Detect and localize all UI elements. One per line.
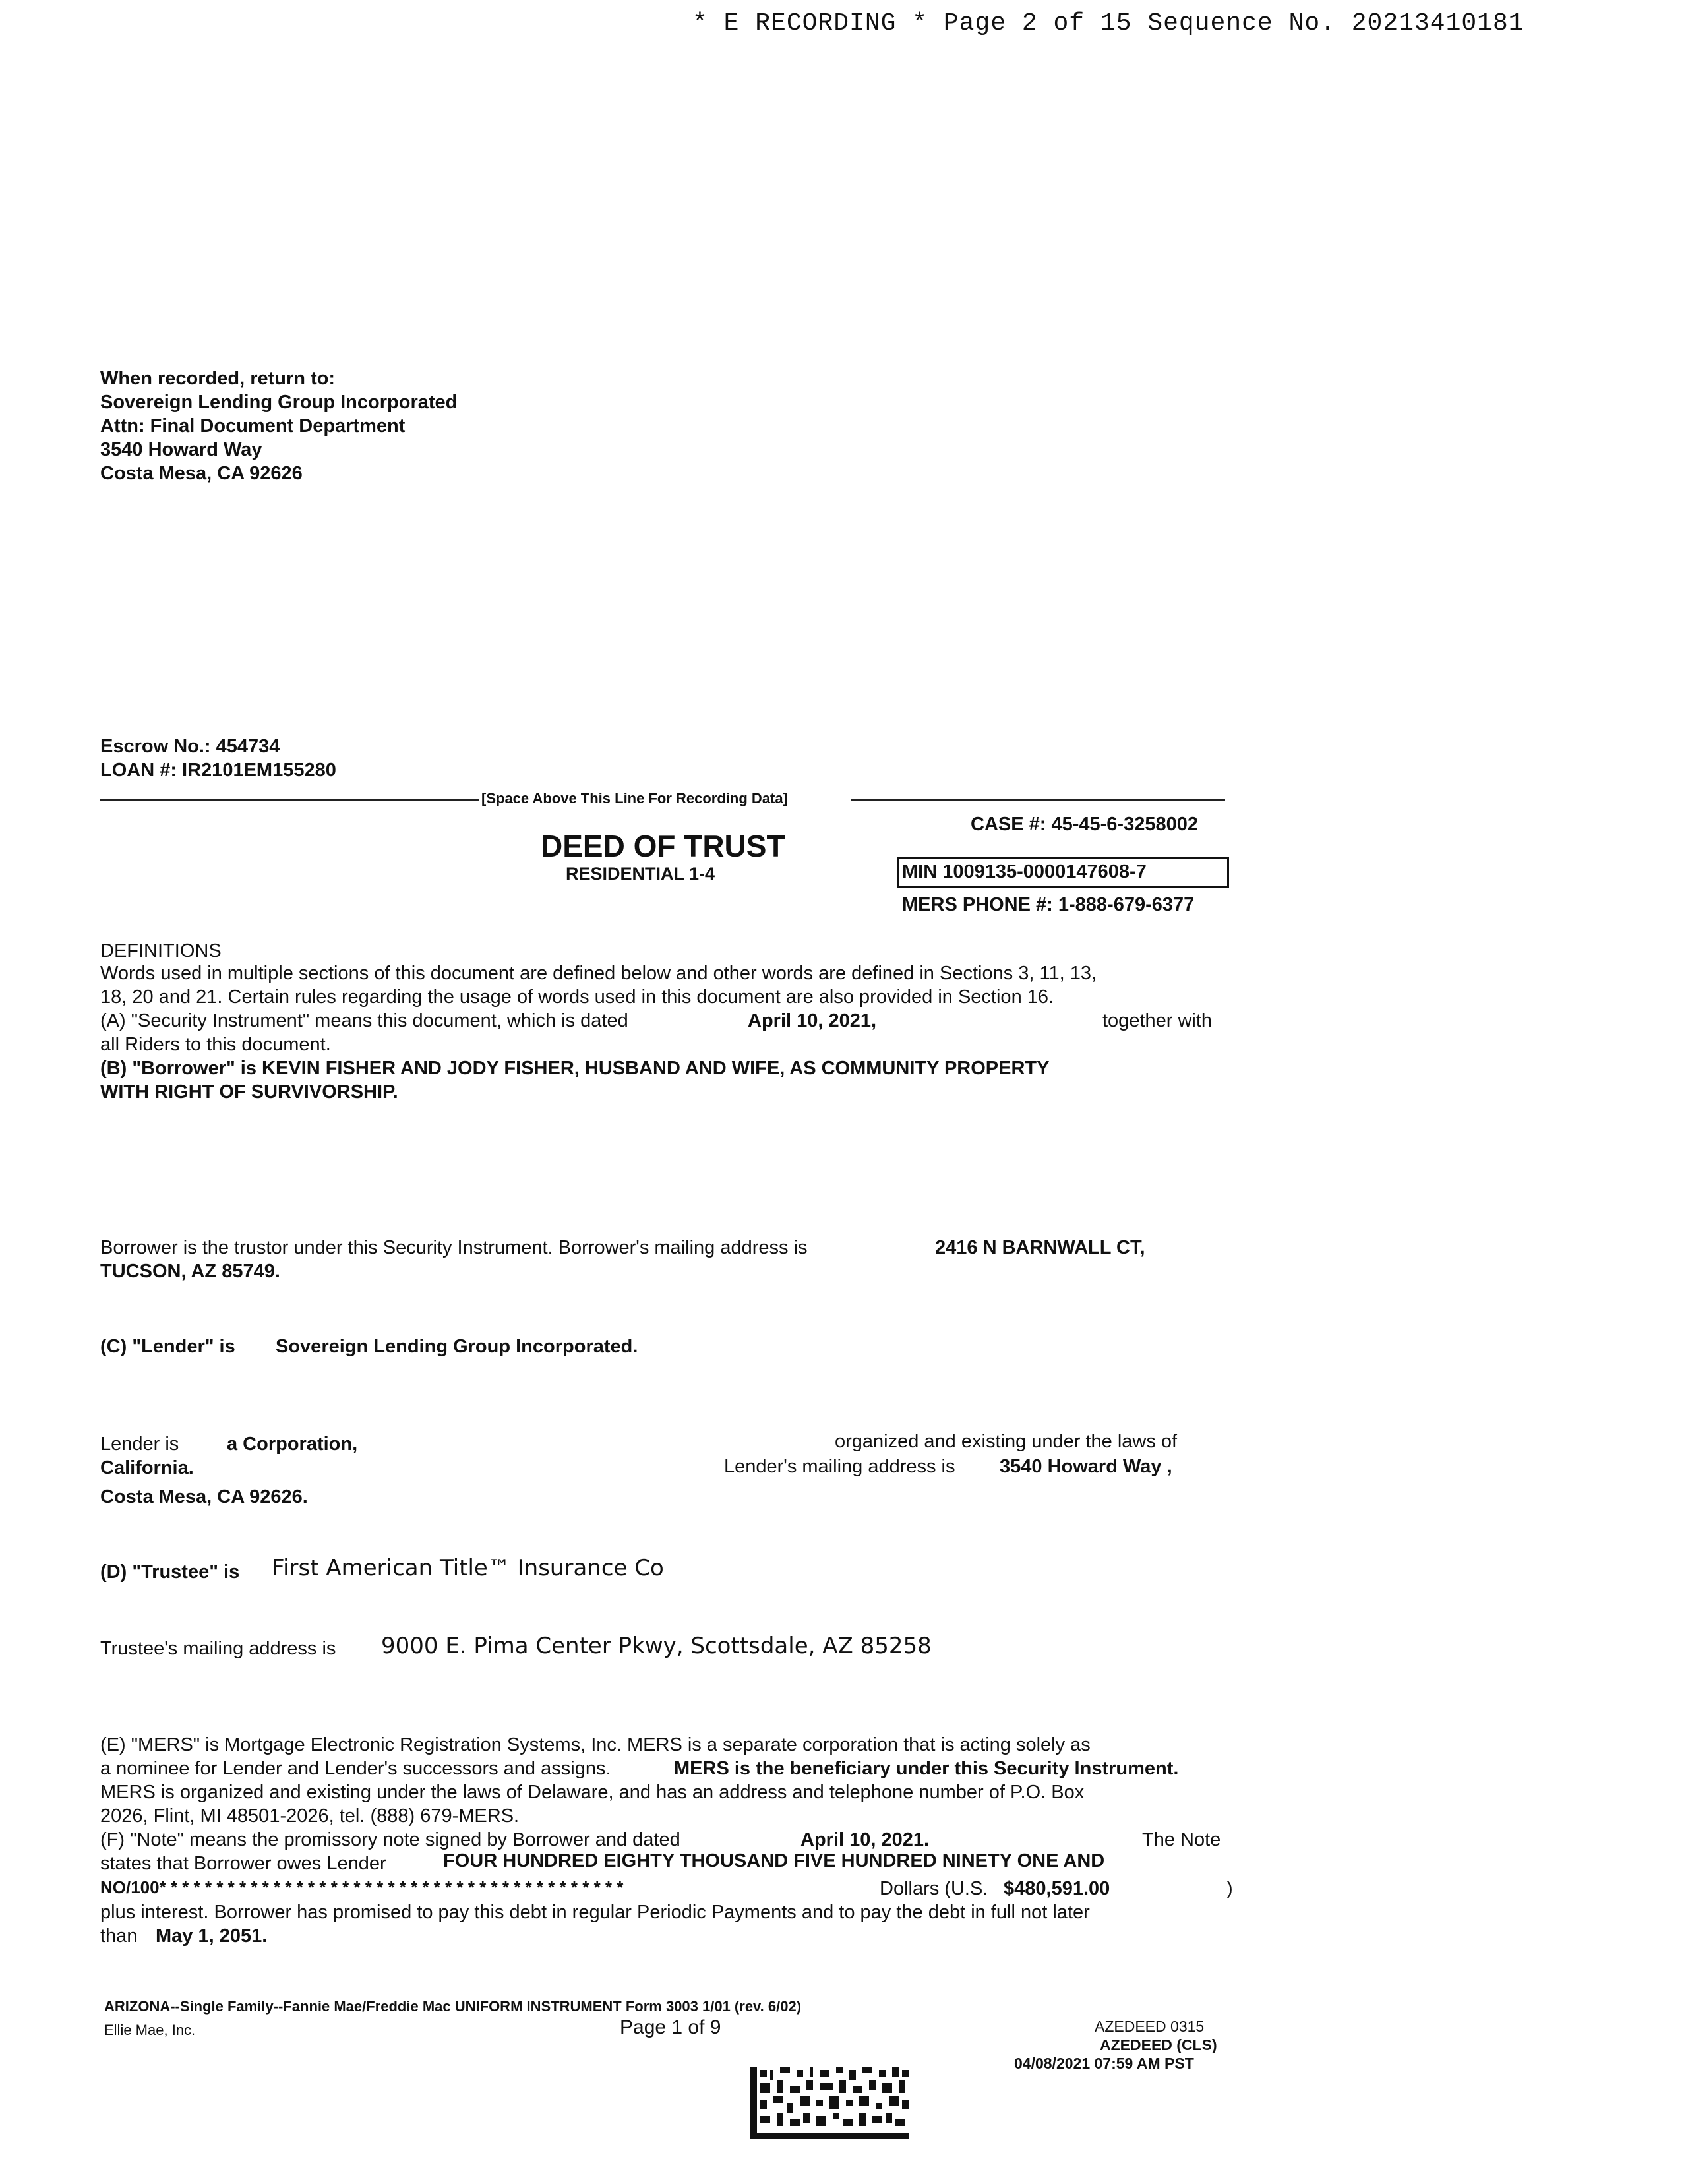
footer-code-2: AZEDEED (CLS): [1100, 2036, 1217, 2053]
def-e-line-2a: a nominee for Lender and Lender's successors and assigns.: [100, 1758, 611, 1779]
def-e-line-3: MERS is organized and existing under the laws of Delaware, and has an address and telephone number of P.O. Box: [100, 1782, 1085, 1803]
return-to-line: Costa Mesa, CA 92626: [100, 463, 303, 484]
def-f-paren: ): [1226, 1878, 1233, 1899]
loan-number: LOAN #: IR2101EM155280: [100, 760, 336, 781]
borrower-address-street: 2416 N BARNWALL CT,: [935, 1237, 1145, 1258]
case-number: CASE #: 45-45-6-3258002: [971, 814, 1198, 835]
lender-city: Costa Mesa, CA 92626.: [100, 1486, 308, 1507]
trustee-address-label: Trustee's mailing address is: [100, 1638, 336, 1659]
def-e-line-4: 2026, Flint, MI 48501-2026, tel. (888) 679-MERS.: [100, 1805, 520, 1827]
document-title: DEED OF TRUST: [541, 829, 785, 863]
return-to-line: When recorded, return to:: [100, 368, 336, 389]
document-subtitle: RESIDENTIAL 1-4: [566, 864, 715, 884]
def-d-label: (D) "Trustee" is: [100, 1562, 240, 1583]
definitions-intro-1: Words used in multiple sections of this document are defined below and other words are defined in Sections 3, 11, 13,: [100, 963, 1097, 984]
lender-is-label: Lender is: [100, 1434, 179, 1455]
recording-rule-left: [100, 799, 479, 801]
def-f-line-2a: states that Borrower owes Lender: [100, 1853, 386, 1874]
def-e-line-1: (E) "MERS" is Mortgage Electronic Registration Systems, Inc. MERS is a separate corporation that is acting solely as: [100, 1734, 1091, 1755]
def-e-line-2b: MERS is the beneficiary under this Security Instrument.: [674, 1758, 1179, 1779]
trustee-address: 9000 E. Pima Center Pkwy, Scottsdale, AZ 85258: [381, 1633, 932, 1659]
def-a-line-1: (A) "Security Instrument" means this document, which is dated: [100, 1010, 628, 1031]
return-to-line: Sovereign Lending Group Incorporated: [100, 392, 458, 413]
footer-form-line: ARIZONA--Single Family--Fannie Mae/Freddie Mac UNIFORM INSTRUMENT Form 3003 1/01 (rev. 6/02): [104, 1998, 802, 2015]
footer-timestamp: 04/08/2021 07:59 AM PST: [1014, 2055, 1194, 2072]
footer-vendor: Ellie Mae, Inc.: [104, 2022, 196, 2038]
def-f-maturity-date: May 1, 2051.: [156, 1926, 268, 1947]
lender-address-label: Lender's mailing address is: [724, 1456, 955, 1477]
def-f-line-1: (F) "Note" means the promissory note signed by Borrower and dated: [100, 1829, 680, 1850]
borrower-address-line-1: Borrower is the trustor under this Security Instrument. Borrower's mailing address is: [100, 1237, 808, 1258]
barcode-icon: [750, 2067, 909, 2139]
def-b-line-2: WITH RIGHT OF SURVIVORSHIP.: [100, 1081, 398, 1103]
return-to-line: Attn: Final Document Department: [100, 415, 406, 437]
def-d-value: First American Title™ Insurance Co: [272, 1555, 664, 1581]
def-c-value: Sovereign Lending Group Incorporated.: [276, 1336, 638, 1357]
def-f-than: than: [100, 1926, 138, 1947]
def-f-asterisks: NO/100* * * * * * * * * * * * * * * * * * * * * * * * * * * * * * * * * * * * * * * * *: [100, 1877, 624, 1897]
def-b-line-1: (B) "Borrower" is KEVIN FISHER AND JODY FISHER, HUSBAND AND WIFE, AS COMMUNITY PROPERTY: [100, 1058, 1050, 1079]
mers-phone: MERS PHONE #: 1-888-679-6377: [902, 894, 1195, 915]
return-to-line: 3540 Howard Way: [100, 439, 262, 460]
def-f-amount-words: FOUR HUNDRED EIGHTY THOUSAND FIVE HUNDRED NINETY ONE AND: [443, 1850, 1105, 1871]
lender-address: 3540 Howard Way ,: [1000, 1456, 1172, 1477]
def-f-dollars-label: Dollars (U.S.: [880, 1878, 988, 1899]
min-number: MIN 1009135-0000147608-7: [902, 861, 1147, 882]
def-f-amount: $480,591.00: [1004, 1878, 1110, 1899]
escrow-number: Escrow No.: 454734: [100, 736, 280, 757]
def-c-label: (C) "Lender" is: [100, 1336, 235, 1357]
def-a-tail: together with: [1102, 1010, 1213, 1031]
borrower-address-city: TUCSON, AZ 85749.: [100, 1261, 280, 1282]
lender-state: California.: [100, 1457, 194, 1478]
lender-type: a Corporation,: [227, 1434, 358, 1455]
definitions-intro-2: 18, 20 and 21. Certain rules regarding the usage of words used in this document are also provided in Section 16.: [100, 986, 1054, 1008]
def-f-line-4: plus interest. Borrower has promised to pay this debt in regular Periodic Payments and to pay the debt in full not later: [100, 1902, 1090, 1923]
def-f-date: April 10, 2021.: [800, 1829, 930, 1850]
def-f-tail: The Note: [1142, 1829, 1221, 1850]
def-a-line-2: all Riders to this document.: [100, 1034, 331, 1055]
definitions-heading: DEFINITIONS: [100, 940, 222, 961]
footer-code-1: AZEDEED 0315: [1095, 2018, 1205, 2035]
footer-page-number: Page 1 of 9: [620, 2017, 721, 2038]
def-a-date: April 10, 2021,: [748, 1010, 877, 1031]
recording-header: * E RECORDING * Page 2 of 15 Sequence No. 20213410181: [692, 9, 1524, 38]
lender-organized: organized and existing under the laws of: [835, 1431, 1178, 1452]
recording-space-label: [Space Above This Line For Recording Data]: [481, 790, 788, 806]
recording-rule-right: [851, 799, 1225, 801]
